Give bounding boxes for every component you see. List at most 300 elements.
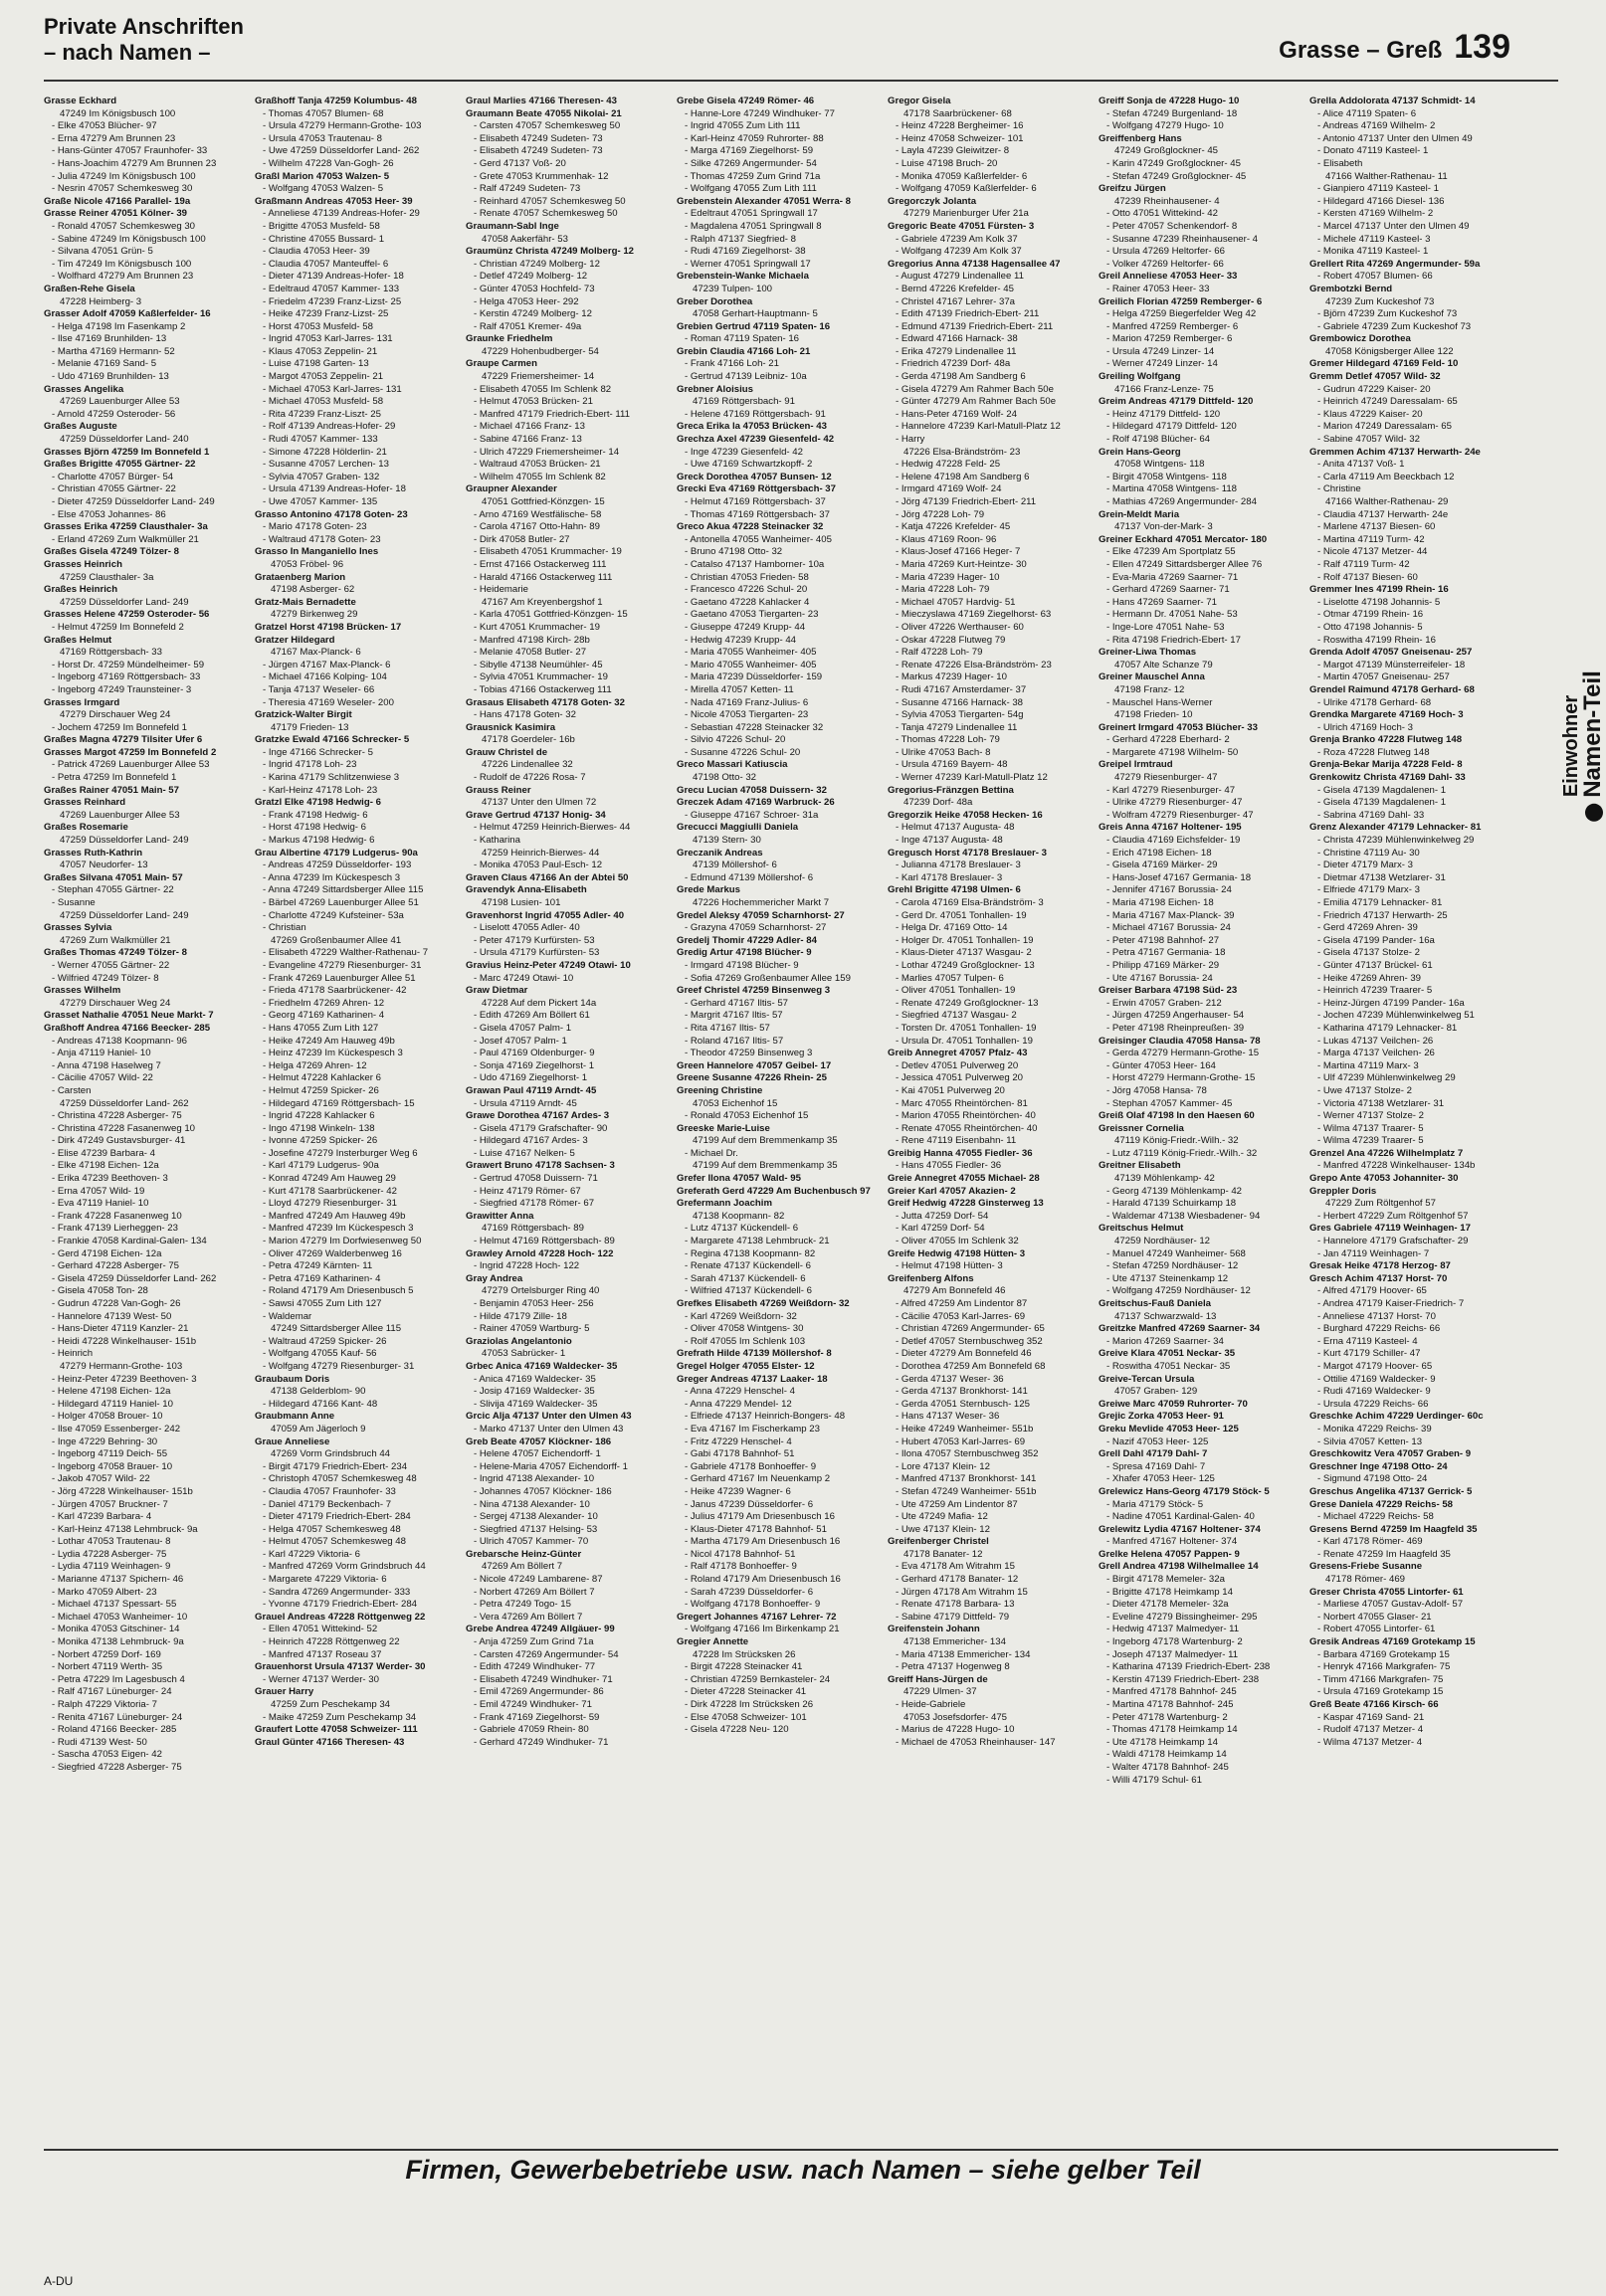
- sub-entry: - Helmut 47053 Brücken- 21: [474, 396, 593, 408]
- surname-entry: Graupner Alexander: [466, 483, 557, 495]
- listing-columns: [44, 96, 1516, 2145]
- address-line: 47269 Großenbaumer Allee 41: [271, 934, 402, 946]
- sub-entry: - Waltraud 47259 Spicker- 26: [263, 1335, 387, 1347]
- sub-entry: - Gaetano 47053 Tiergarten- 23: [685, 609, 819, 621]
- address-line: 47059 Am Jägerloch 9: [271, 1423, 366, 1435]
- sub-entry: - Petra 47229 Im Lagesbusch 4: [52, 1673, 185, 1685]
- address-line: 47058 Königsberger Allee 122: [1325, 345, 1454, 357]
- sub-entry: - Gerhard 47167 Im Neuenkamp 2: [685, 1473, 831, 1485]
- surname-entry: Grasses Erika 47259 Clausthaler- 3a: [44, 521, 208, 533]
- sub-entry: - Andreas 47169 Wilhelm- 2: [1317, 120, 1436, 132]
- sub-entry: - Helga Dr. 47169 Otto- 14: [896, 922, 1008, 934]
- address-line: 47226 Elsa-Brändström- 23: [903, 446, 1021, 458]
- sub-entry: - Helmut 47137 Augusta- 48: [896, 822, 1015, 834]
- surname-entry: Greipel Irmtraud: [1099, 759, 1173, 771]
- sub-entry: - Gabriele 47239 Zum Kuckeshof 73: [1317, 320, 1472, 332]
- sub-entry: - Maria 47138 Emmericher- 134: [896, 1648, 1031, 1660]
- region-code: A-DU: [44, 2274, 74, 2288]
- surname-entry: Grenja Branko 47228 Flutweg 148: [1309, 734, 1463, 746]
- sub-entry: - Hans 47178 Goten- 32: [474, 709, 576, 721]
- surname-entry: Grebenstein Alexander 47051 Werra- 8: [677, 195, 851, 207]
- sub-entry: - Gertrud 47139 Leibniz- 10a: [685, 371, 807, 383]
- sub-entry: - Lore 47137 Klein- 12: [896, 1460, 990, 1472]
- sub-entry: - Claudia 47053 Heer- 39: [263, 246, 370, 258]
- sub-entry: - Gisela 47228 Neu- 120: [685, 1724, 789, 1736]
- sub-entry: - Marion 47269 Saarner- 34: [1106, 1335, 1224, 1347]
- surname-entry: Grenda Adolf 47057 Gneisenau- 257: [1309, 647, 1473, 659]
- sub-entry: - Carla 47119 Am Beeckbach 12: [1317, 471, 1455, 482]
- sub-entry: - Frank 47139 Lierheggen- 23: [52, 1223, 178, 1235]
- sub-entry: - Friedelm 47239 Franz-Lizst- 25: [263, 295, 402, 307]
- sub-entry: - Lutz 47137 Kückendell- 6: [685, 1223, 799, 1235]
- sub-entry: - Monika 47053 Gitschiner- 14: [52, 1624, 180, 1635]
- sub-entry: - Michael 47053 Musfeld- 58: [263, 396, 384, 408]
- surname-entry: Greiffenberg Hans: [1099, 132, 1182, 144]
- sub-entry: - Ernst 47166 Ostackerweg 111: [474, 558, 607, 570]
- sub-entry: - Helmut 47057 Schemkesweg 48: [263, 1536, 406, 1548]
- sub-entry: - Lydia 47228 Asberger- 75: [52, 1548, 167, 1560]
- sub-entry: - Martina 47119 Turm- 42: [1317, 533, 1425, 545]
- sub-entry: - Christina 47228 Fasanenweg 10: [52, 1122, 195, 1134]
- sub-entry: - Marlene 47137 Biesen- 60: [1317, 521, 1436, 533]
- sub-entry: - Renate 47055 Rheintörchen- 40: [896, 1122, 1038, 1134]
- surname-entry: Grella Addolorata 47137 Schmidt- 14: [1309, 96, 1476, 106]
- surname-entry: Greitner Elisabeth: [1099, 1160, 1181, 1172]
- sub-entry: - Christian 47055 Gärtner- 22: [52, 483, 176, 495]
- sub-entry: - Rene 47119 Eisenbahn- 11: [896, 1135, 1017, 1147]
- sub-entry: - Vera 47269 Am Böllert 7: [474, 1611, 583, 1623]
- sub-entry: - Christian: [263, 922, 306, 934]
- section-title: [44, 14, 244, 66]
- surname-entry: Gresens-Friebe Susanne: [1309, 1561, 1423, 1573]
- surname-entry: Grein-Meldt Maria: [1099, 508, 1180, 520]
- surname-entry: Graufert Lotte 47058 Schweizer- 111: [255, 1724, 418, 1736]
- sub-entry: - Silvio 47226 Schul- 20: [685, 734, 786, 746]
- surname-entry: Grawitter Anna: [466, 1210, 534, 1222]
- surname-entry: Graumünz Christa 47249 Molberg- 12: [466, 246, 635, 258]
- surname-entry: Greca Erika la 47053 Brücken- 43: [677, 421, 827, 433]
- sub-entry: - Martha 47179 Am Driesenbusch 16: [685, 1536, 841, 1548]
- sub-entry: - Helga 47057 Schemkesweg 48: [263, 1523, 401, 1535]
- sub-entry: - Erwin 47057 Graben- 212: [1106, 997, 1222, 1009]
- address-line: 47249 Großglockner- 45: [1114, 145, 1218, 157]
- address-line: 47138 Gelderblom- 90: [271, 1386, 366, 1398]
- sub-entry: - Inge 47229 Behring- 30: [52, 1435, 158, 1447]
- surname-entry: Gravenhorst Ingrid 47055 Adler- 40: [466, 909, 625, 921]
- sub-entry: - Marianne 47137 Spichern- 46: [52, 1574, 184, 1586]
- address-line: 47259 Düsseldorfer Land- 249: [60, 909, 189, 921]
- surname-entry: Graßes Brigitte 47055 Gärtner- 22: [44, 459, 196, 471]
- sub-entry: - Reinhard 47057 Schemkesweg 50: [474, 195, 626, 207]
- sub-entry: - Frank 47228 Fasanenweg 10: [52, 1210, 182, 1222]
- sub-entry: - Ralf 47119 Turm- 42: [1317, 558, 1410, 570]
- sub-entry: - Ingrid 47228 Hoch- 122: [474, 1260, 580, 1272]
- sub-entry: - Ute 47249 Mafia- 12: [896, 1511, 988, 1523]
- sub-entry: - Elisabeth 47055 Im Schlenk 82: [474, 383, 612, 395]
- sub-entry: - Elke 47198 Eichen- 12a: [52, 1160, 159, 1172]
- surname-entry: Greser Christa 47055 Lintorfer- 61: [1309, 1586, 1464, 1598]
- sub-entry: - Oliver 47226 Werthauser- 60: [896, 621, 1024, 633]
- sub-entry: - Rolf 47055 Im Schlenk 103: [685, 1335, 806, 1347]
- surname-entry: Graßes Rainer 47051 Main- 57: [44, 784, 179, 796]
- surname-entry: Graul Günter 47166 Theresen- 43: [255, 1736, 405, 1748]
- sub-entry: - Sabine 47166 Franz- 13: [474, 434, 582, 446]
- sub-entry: - Grazyna 47059 Scharnhorst- 27: [685, 922, 827, 934]
- sub-entry: - Günter 47279 Am Rahmer Bach 50e: [896, 396, 1057, 408]
- sub-entry: - Renate 47057 Schemkesweg 50: [474, 208, 618, 220]
- address-line: 47058 Aakerfähr- 53: [482, 233, 568, 245]
- sub-entry: - Fritz 47229 Henschel- 4: [685, 1435, 792, 1447]
- sub-entry: - Grete 47053 Krummenhak- 12: [474, 170, 609, 182]
- sub-entry: - Waldi 47178 Heimkamp 14: [1106, 1749, 1227, 1761]
- address-line: 47051 Gottfried-Könzgen- 15: [482, 496, 605, 507]
- surname-entry: Grasses Sylvia: [44, 922, 112, 934]
- sub-entry: - Helene 47057 Eichendorff- 1: [474, 1448, 601, 1460]
- sub-entry: - Maria 47239 Hager- 10: [896, 571, 1000, 583]
- surname-entry: Greiner Mauschel Anna: [1099, 671, 1205, 683]
- sub-entry: - Robert 47057 Blumen- 66: [1317, 271, 1433, 283]
- sub-entry: - Hans 47055 Fiedler- 36: [896, 1160, 1002, 1172]
- sub-entry: - Else 47058 Schweizer- 101: [685, 1711, 807, 1723]
- surname-entry: Grauenhorst Ursula 47137 Werder- 30: [255, 1661, 426, 1673]
- sub-entry: - Roland 47179 Am Driesenbusch 16: [685, 1574, 841, 1586]
- sub-entry: - Ulrike 47053 Bach- 8: [896, 746, 991, 758]
- surname-entry: Greß Beate 47166 Kirsch- 66: [1309, 1699, 1439, 1710]
- surname-entry: Grasses Björn 47259 Im Bonnefeld 1: [44, 446, 210, 458]
- surname-entry: Grawan Paul 47119 Arndt- 45: [466, 1084, 597, 1096]
- sub-entry: - Ottilie 47169 Waldecker- 9: [1317, 1373, 1436, 1385]
- address-line: 47226 Lindenallee 32: [482, 759, 573, 771]
- sub-entry: - Kerstin 47249 Molberg- 12: [474, 308, 592, 320]
- sub-entry: - Emil 47269 Angermunder- 86: [474, 1686, 604, 1698]
- sub-entry: - Helga 47053 Heer- 292: [474, 295, 579, 307]
- surname-entry: Greening Christine: [677, 1084, 763, 1096]
- sub-entry: - Heidi 47228 Winkelhauser- 151b: [52, 1335, 197, 1347]
- sub-entry: - Rudi 47169 Ziegelhorst- 38: [685, 246, 806, 258]
- sub-entry: - Catalso 47137 Hamborner- 10a: [685, 558, 825, 570]
- sub-entry: - Gaetano 47228 Kahlacker 4: [685, 596, 810, 608]
- sub-entry: - Manfred 47137 Roseau 37: [263, 1648, 382, 1660]
- address-line: 47178 Goerdeler- 16b: [482, 734, 575, 746]
- sub-entry: - Sabine 47057 Wild- 32: [1317, 434, 1420, 446]
- sub-entry: - Ute 47137 Steinenkamp 12: [1106, 1272, 1229, 1284]
- surname-entry: Grausnick Kasimira: [466, 721, 556, 733]
- sub-entry: - Heike 47239 Franz-Lizst- 25: [263, 308, 389, 320]
- sub-entry: - Gerhard 47228 Eberhard- 2: [1106, 734, 1230, 746]
- surname-entry: Grendel Raimund 47178 Gerhard- 68: [1309, 683, 1475, 695]
- surname-entry: Grasses Reinhard: [44, 797, 126, 809]
- sub-entry: - Heinrich: [52, 1348, 94, 1360]
- surname-entry: Grese Daniela 47229 Reichs- 58: [1309, 1498, 1453, 1510]
- sub-entry: - Sylvia 47051 Krummacher- 19: [474, 671, 608, 683]
- sub-entry: - Elisabeth 47249 Sudeten- 73: [474, 132, 603, 144]
- surname-entry: Greiner Eckhard 47051 Mercator- 180: [1099, 533, 1268, 545]
- sub-entry: - Gerda 47137 Bronkhorst- 141: [896, 1386, 1028, 1398]
- address-line: 47167 Max-Planck- 6: [271, 647, 361, 659]
- sub-entry: - Hedwig 47239 Krupp- 44: [685, 634, 796, 646]
- address-line: 47199 Auf dem Bremmenkamp 35: [693, 1160, 838, 1172]
- address-line: 47249 Sittardsberger Allee 115: [271, 1323, 402, 1335]
- surname-entry: Greiwe Marc 47059 Ruhrorter- 70: [1099, 1398, 1248, 1410]
- address-line: 47198 Franz- 12: [1114, 683, 1185, 695]
- sub-entry: - Simone 47228 Hölderlin- 21: [263, 446, 387, 458]
- sub-entry: - Arnold 47259 Osteroder- 56: [52, 408, 176, 420]
- surname-entry: Greschkowitz Vera 47057 Graben- 9: [1309, 1448, 1472, 1460]
- sub-entry: - Wolfgang 47059 Kaßlerfelder- 6: [896, 183, 1037, 195]
- sub-entry: - Gisela 47139 Magdalenen- 1: [1317, 797, 1447, 809]
- sub-entry: - Birgit 47178 Memeler- 32a: [1106, 1574, 1225, 1586]
- sub-entry: - Harry: [896, 434, 925, 446]
- sub-entry: - Thomas 47057 Blumen- 68: [263, 107, 384, 119]
- sub-entry: - Edmund 47139 Möllershof- 6: [685, 871, 814, 883]
- sub-entry: - Horst 47279 Hermann-Grothe- 15: [1106, 1072, 1256, 1084]
- sub-entry: - Antonella 47055 Wanheimer- 405: [685, 533, 832, 545]
- sub-entry: - Sawsi 47055 Zum Lith 127: [263, 1298, 382, 1309]
- sub-entry: - Gerd Dr. 47051 Tonhallen- 19: [896, 909, 1027, 921]
- surname-entry: Gratzke Ewald 47166 Schrecker- 5: [255, 734, 410, 746]
- sub-entry: - Mieczyslawa 47169 Ziegelhorst- 63: [896, 609, 1052, 621]
- surname-entry: Grasse Eckhard: [44, 96, 117, 106]
- sub-entry: - Ursula 47229 Reichs- 66: [1317, 1398, 1429, 1410]
- surname-entry: Gratzl Elke 47198 Hedwig- 6: [255, 797, 381, 809]
- surname-entry: Grawe Dorothea 47167 Ardes- 3: [466, 1110, 610, 1122]
- sub-entry: - Margarete 47198 Wilhelm- 50: [1106, 746, 1239, 758]
- surname-entry: Greisinger Claudia 47058 Hansa- 78: [1099, 1035, 1261, 1047]
- surname-entry: Graziolas Angelantonio: [466, 1335, 572, 1347]
- surname-entry: Greib Annegret 47057 Pfalz- 43: [888, 1048, 1028, 1059]
- sub-entry: - Klaus-Dieter 47178 Bahnhof- 51: [685, 1523, 827, 1535]
- address-line: 47229 Zum Röltgenhof 57: [1325, 1198, 1436, 1210]
- surname-entry: Grebner Aloisius: [677, 383, 753, 395]
- surname-entry: Grelewicz Hans-Georg 47179 Stöck- 5: [1099, 1485, 1270, 1497]
- sub-entry: - Michael 47166 Kolping- 104: [263, 671, 387, 683]
- sub-entry: - Hedwig 47137 Malmedyer- 11: [1106, 1624, 1240, 1635]
- sub-entry: - Gudrun 47228 Van-Gogh- 26: [52, 1298, 181, 1309]
- sub-entry: - Ursula 47179 Kurfürsten- 53: [474, 947, 600, 959]
- sub-entry: - Claudia 47137 Herwarth- 24e: [1317, 508, 1449, 520]
- surname-entry: Graubmann Anne: [255, 1411, 335, 1423]
- sub-entry: - Kurt 47179 Schiller- 47: [1317, 1348, 1421, 1360]
- surname-entry: Grebarsche Heinz-Günter: [466, 1548, 582, 1560]
- sub-entry: - Hans 47055 Zum Lith 127: [263, 1022, 379, 1034]
- sub-entry: - Friedrich 47137 Herwarth- 25: [1317, 909, 1448, 921]
- surname-entry: Greczanik Andreas: [677, 847, 763, 859]
- sub-entry: - Hildegard 47166 Kant- 48: [263, 1398, 378, 1410]
- sub-entry: - Eva 47167 Im Fischerkamp 23: [685, 1423, 820, 1435]
- sub-entry: - Sylvia 47057 Graben- 132: [263, 471, 380, 482]
- sub-entry: - Waldemar: [263, 1310, 312, 1322]
- sub-entry: - Harald 47166 Ostackerweg 111: [474, 571, 613, 583]
- sub-entry: - Sylvia 47053 Tiergarten- 54g: [896, 709, 1024, 721]
- sub-entry: - Jörg 47228 Winkelhauser- 151b: [52, 1485, 193, 1497]
- sub-entry: - Kurt 47178 Saarbrückener- 42: [263, 1185, 397, 1197]
- sub-entry: - Ulrich 47169 Hoch- 3: [1317, 721, 1413, 733]
- sub-entry: - Ralph 47229 Viktoria- 7: [52, 1699, 157, 1710]
- sub-entry: - Frank 47269 Lauenburger Allee 51: [263, 972, 416, 984]
- sub-entry: - Sascha 47053 Eigen- 42: [52, 1749, 162, 1761]
- sub-entry: - Marion 47259 Remberger- 6: [1106, 333, 1233, 345]
- address-line: 47053 Eichenhof 15: [693, 1097, 778, 1109]
- surname-entry: Grave Gertrud 47137 Honig- 34: [466, 809, 606, 821]
- sub-entry: - Edward 47166 Harnack- 38: [896, 333, 1018, 345]
- surname-entry: Greilich Florian 47259 Remberger- 6: [1099, 295, 1263, 307]
- sub-entry: - Michael 47167 Borussia- 24: [1106, 922, 1231, 934]
- sub-entry: - Detlef 47249 Molberg- 12: [474, 271, 588, 283]
- surname-entry: Grechza Axel 47239 Giesenfeld- 42: [677, 434, 835, 446]
- sub-entry: - Rita 47239 Franz-Liszt- 25: [263, 408, 381, 420]
- sub-entry: - Hans-Joachim 47279 Am Brunnen 23: [52, 157, 217, 169]
- surname-entry: Gregoric Beate 47051 Fürsten- 3: [888, 220, 1035, 232]
- surname-entry: Grau Albertine 47179 Ludgerus- 90a: [255, 847, 418, 859]
- sub-entry: - Jennifer 47167 Borussia- 24: [1106, 884, 1232, 896]
- sub-entry: - Birgit 47228 Steinacker 41: [685, 1661, 803, 1673]
- surname-entry: Gregert Johannes 47167 Lehrer- 72: [677, 1611, 837, 1623]
- section-title-line1: Private Anschriften: [44, 14, 244, 39]
- surname-entry: Gremmer Ines 47199 Rhein- 16: [1309, 584, 1449, 596]
- sub-entry: - Hans-Dieter 47119 Kanzler- 21: [52, 1323, 189, 1335]
- sub-entry: - Ute 47259 Am Lindentor 87: [896, 1498, 1018, 1510]
- surname-entry: Graßes Heinrich: [44, 584, 118, 596]
- sub-entry: - Frieda 47178 Saarbrückener- 42: [263, 985, 407, 997]
- surname-entry: Greiff Hans-Jürgen de: [888, 1673, 988, 1685]
- surname-entry: Greco Akua 47228 Steinacker 32: [677, 521, 824, 533]
- sub-entry: - Marko 47137 Unter den Ulmen 43: [474, 1423, 624, 1435]
- address-line: 47139 Stern- 30: [693, 835, 761, 847]
- sub-entry: - Oliver 47058 Wintgens- 30: [685, 1323, 804, 1335]
- sub-entry: - Hildegard 47169 Röttgersbach- 15: [263, 1097, 415, 1109]
- address-line: 47269 Vorm Grindsbruch 44: [271, 1448, 390, 1460]
- sub-entry: - Michele 47119 Kasteel- 3: [1317, 233, 1431, 245]
- surname-entry: Grauw Christel de: [466, 746, 548, 758]
- sub-entry: - Susanne: [52, 897, 96, 908]
- sub-entry: - Werner 47249 Linzer- 14: [1106, 358, 1218, 370]
- sub-entry: - Hildegard 47119 Haniel- 10: [52, 1398, 173, 1410]
- surname-entry: Grasses Helene 47259 Osteroder- 56: [44, 609, 210, 621]
- sub-entry: - Wilfried 47137 Kückendell- 6: [685, 1285, 812, 1297]
- address-line: 47053 Fröbel- 96: [271, 558, 344, 570]
- address-line: 47057 Alte Schanze 79: [1114, 659, 1213, 670]
- sub-entry: - Mario 47178 Goten- 23: [263, 521, 367, 533]
- sub-entry: - Margot 47179 Hoover- 65: [1317, 1360, 1433, 1372]
- sub-entry: - Wolfgang 47053 Walzen- 5: [263, 183, 384, 195]
- address-line: 47279 Dirschauer Weg 24: [60, 997, 171, 1009]
- sub-entry: - Rolf 47198 Blücher- 64: [1106, 434, 1210, 446]
- sub-entry: - Edmund 47139 Friedrich-Ebert- 211: [896, 320, 1054, 332]
- sub-entry: - Norbert 47119 Werth- 35: [52, 1661, 163, 1673]
- surname-entry: Greb Beate 47057 Klöckner- 186: [466, 1435, 612, 1447]
- sub-entry: - Susanne 47166 Harnack- 38: [896, 696, 1023, 708]
- surname-entry: Greifzu Jürgen: [1099, 183, 1166, 195]
- surname-entry: Grenkowitz Christa 47169 Dahl- 33: [1309, 772, 1466, 784]
- address-line: 47228 Heimberg- 3: [60, 295, 142, 307]
- sub-entry: - Janus 47239 Düsseldorfer- 6: [685, 1498, 814, 1510]
- sub-entry: - Helmut 47259 Heinrich-Bierwes- 44: [474, 822, 631, 834]
- surname-entry: Greiner-Liwa Thomas: [1099, 647, 1197, 659]
- surname-entry: Gredel Aleksy 47059 Scharnhorst- 27: [677, 909, 845, 921]
- surname-entry: Greive Klara 47051 Neckar- 35: [1099, 1348, 1236, 1360]
- sub-entry: - Robert 47055 Lintorfer- 61: [1317, 1624, 1436, 1635]
- sub-entry: - Petra 47249 Kärnten- 11: [263, 1260, 373, 1272]
- sub-entry: - Monika 47053 Paul-Esch- 12: [474, 860, 603, 871]
- sub-entry: - Thomas 47259 Zum Grind 71a: [685, 170, 821, 182]
- surname-entry: Grcic Alja 47137 Unter den Ulmen 43: [466, 1411, 632, 1423]
- sub-entry: - Ursula 47139 Andreas-Hofer- 18: [263, 483, 406, 495]
- sub-entry: - Carola 47167 Otto-Hahn- 89: [474, 521, 600, 533]
- surname-entry: Grelke Helena 47057 Pappen- 9: [1099, 1548, 1240, 1560]
- sub-entry: - Heinz 47239 Im Kückespesch 3: [263, 1048, 403, 1059]
- sub-entry: - Giuseppe 47167 Schroer- 31a: [685, 809, 819, 821]
- sub-entry: - Manfred 47249 Am Hauweg 49b: [263, 1210, 406, 1222]
- sub-entry: - Nada 47169 Franz-Julius- 6: [685, 696, 809, 708]
- sub-entry: - Helmut 47198 Hütten- 3: [896, 1260, 1003, 1272]
- sub-entry: - Wolfgang 47055 Zum Lith 111: [685, 183, 817, 195]
- sub-entry: - Gerhard 47269 Saarner- 71: [1106, 584, 1230, 596]
- surname-entry: Grell Dahl 47179 Dahl- 7: [1099, 1448, 1208, 1460]
- sub-entry: - Kaspar 47169 Sand- 21: [1317, 1711, 1425, 1723]
- sub-entry: - Edith 47269 Am Böllert 61: [474, 1010, 590, 1022]
- surname-entry: Gravius Heinz-Peter 47249 Otawi- 10: [466, 959, 631, 971]
- sub-entry: - Christian 47053 Frieden- 58: [685, 571, 809, 583]
- address-line: 47178 Saarbrückener- 68: [903, 107, 1012, 119]
- sub-entry: - Stephan 47057 Kammer- 45: [1106, 1097, 1233, 1109]
- sub-entry: - Johannes 47057 Klöckner- 186: [474, 1485, 612, 1497]
- sub-entry: - Gudrun 47229 Kaiser- 20: [1317, 383, 1431, 395]
- sub-entry: - Petra 47137 Hogenweg 8: [896, 1661, 1010, 1673]
- sub-entry: - Ellen 47051 Wittekind- 52: [263, 1624, 378, 1635]
- sub-entry: - Dieter 47179 Friedrich-Ebert- 284: [263, 1511, 411, 1523]
- surname-entry: Graßes Magna 47279 Tilsiter Ufer 6: [44, 734, 203, 746]
- sub-entry: - Helmut 47169 Röttgersbach- 89: [474, 1236, 615, 1247]
- address-line: 47228 Auf dem Pickert 14a: [482, 997, 597, 1009]
- sub-entry: - Susanne 47226 Schul- 20: [685, 746, 801, 758]
- sub-entry: - Werner 47137 Werder- 30: [263, 1673, 379, 1685]
- sub-entry: - Georg 47169 Katharinen- 4: [263, 1010, 385, 1022]
- surname-entry: Gregorius-Fränzgen Bettina: [888, 784, 1014, 796]
- sub-entry: - Karl-Heinz 47059 Ruhrorter- 88: [685, 132, 824, 144]
- sub-entry: - Holger 47058 Brouer- 10: [52, 1411, 163, 1423]
- sub-entry: - Karl 47178 Römer- 469: [1317, 1536, 1423, 1548]
- sub-entry: - Claudia 47057 Fraunhofer- 33: [263, 1485, 396, 1497]
- sub-entry: - Mathias 47269 Angermunder- 284: [1106, 496, 1257, 507]
- surname-entry: Grede Markus: [677, 884, 740, 896]
- sub-entry: - Wolfgang 47259 Nordhäuser- 12: [1106, 1285, 1251, 1297]
- sub-entry: - Renate 47249 Großglockner- 13: [896, 997, 1039, 1009]
- address-line: 47279 Riesenburger- 47: [1114, 772, 1218, 784]
- sub-entry: - Liselotte 47198 Johannis- 5: [1317, 596, 1441, 608]
- sub-entry: - Andreas 47259 Düsseldorfer- 193: [263, 860, 412, 871]
- sub-entry: - Ilse 47059 Essenberger- 242: [52, 1423, 181, 1435]
- section-title-line2: – nach Namen –: [44, 40, 211, 65]
- sub-entry: - Maria 47228 Loh- 79: [896, 584, 990, 596]
- sub-entry: - Klaus 47169 Roon- 96: [896, 533, 997, 545]
- address-line: 47057 Neudorfer- 13: [60, 860, 148, 871]
- address-line: 47198 Asberger- 62: [271, 584, 355, 596]
- sub-entry: - Karla 47051 Gottfried-Könzgen- 15: [474, 609, 628, 621]
- sub-entry: - Jörg 47228 Loh- 79: [896, 508, 985, 520]
- sub-entry: - Michael 47057 Hardvig- 51: [896, 596, 1016, 608]
- sub-entry: - Werner 47055 Gärtner- 22: [52, 959, 170, 971]
- sub-entry: - Melanie 47169 Sand- 5: [52, 358, 157, 370]
- surname-entry: Graßes Rosemarie: [44, 822, 128, 834]
- listing-column: [466, 96, 673, 2145]
- address-line: 47166 Franz-Lenze- 75: [1114, 383, 1214, 395]
- sub-entry: - Lothar 47249 Großglockner- 13: [896, 959, 1035, 971]
- sub-entry: - Sabrina 47169 Dahl- 33: [1317, 809, 1425, 821]
- sub-entry: - Heinz-Jürgen 47199 Pander- 16a: [1317, 997, 1465, 1009]
- sub-entry: - Elfriede 47179 Marx- 3: [1317, 884, 1420, 896]
- sub-entry: - Holger Dr. 47051 Tonhallen- 19: [896, 934, 1034, 946]
- sub-entry: - Jörg 47058 Hansa- 78: [1106, 1084, 1207, 1096]
